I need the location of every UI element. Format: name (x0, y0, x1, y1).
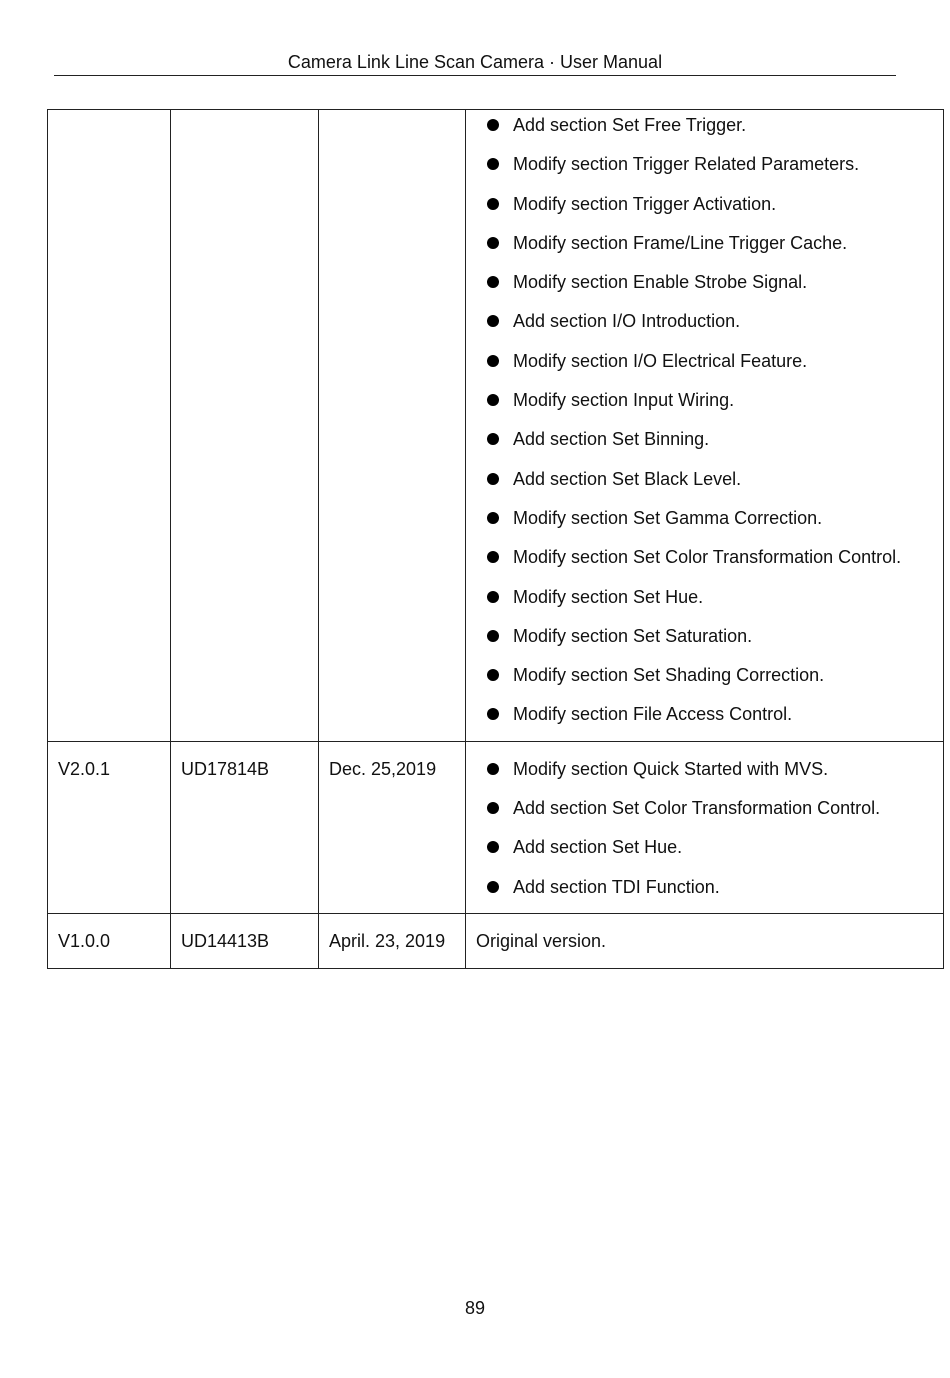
change-text: Add section Set Color Transformation Control. (513, 798, 881, 819)
description-cell: Original version. (466, 913, 944, 968)
bullet-icon (487, 158, 499, 170)
bullet-icon (487, 473, 499, 485)
change-text: Modify section Trigger Related Parameters. (513, 154, 860, 175)
change-list (476, 110, 933, 741)
date-cell: Dec. 25,2019 (319, 741, 466, 913)
version-cell: V1.0.0 (48, 913, 171, 968)
table-row (48, 741, 944, 913)
description-cell (466, 741, 944, 913)
table-row (48, 913, 944, 968)
page-number: 89 (464, 1298, 486, 1318)
change-text: Modify section Trigger Activation. (513, 193, 777, 214)
change-text: Add section Set Hue. (513, 837, 683, 858)
list-item (476, 348, 933, 387)
bullet-icon (487, 433, 499, 445)
change-text: Modify section Set Shading Correction. (513, 665, 825, 686)
list-item (476, 230, 933, 269)
list-item (476, 544, 933, 583)
bullet-icon (487, 591, 499, 603)
bullet-icon (487, 881, 499, 893)
change-text: Modify section File Access Control. (513, 704, 793, 725)
bullet-icon (487, 708, 499, 720)
bullet-icon (487, 276, 499, 288)
description-cell (466, 110, 944, 742)
change-text: Add section Set Black Level. (513, 468, 742, 489)
bullet-icon (487, 198, 499, 210)
change-text: Modify section Enable Strobe Signal. (513, 272, 808, 293)
bullet-icon (487, 630, 499, 642)
bullet-icon (487, 763, 499, 775)
bullet-icon (487, 512, 499, 524)
bullet-icon (487, 551, 499, 563)
doc-number-cell: UD17814B (171, 741, 319, 913)
bullet-icon (487, 237, 499, 249)
bullet-icon (487, 355, 499, 367)
revision-history-table (47, 109, 944, 969)
bullet-icon (487, 802, 499, 814)
list-item (476, 387, 933, 426)
bullet-icon (487, 315, 499, 327)
list-item (476, 112, 933, 151)
change-text: Modify section Set Hue. (513, 586, 704, 607)
list-item (476, 308, 933, 347)
manual-title: Camera Link Line Scan Camera · User Manual (287, 52, 663, 72)
page-header (54, 48, 896, 76)
change-text: Modify section I/O Electrical Feature. (513, 350, 808, 371)
bullet-icon (487, 669, 499, 681)
list-item (476, 834, 933, 873)
date-cell (319, 110, 466, 742)
doc-number-cell (171, 110, 319, 742)
list-item (476, 795, 933, 834)
list-item (476, 701, 933, 740)
list-item (476, 662, 933, 701)
table-row (48, 110, 944, 742)
list-item (476, 269, 933, 308)
change-text: Modify section Quick Started with MVS. (513, 758, 829, 779)
change-text: Modify section Input Wiring. (513, 390, 735, 411)
list-item (476, 466, 933, 505)
change-text: Add section TDI Function. (513, 876, 720, 897)
list-item (476, 584, 933, 623)
list-item (476, 756, 933, 795)
change-list (476, 756, 933, 913)
doc-number-cell: UD14413B (171, 913, 319, 968)
list-item (476, 426, 933, 465)
bullet-icon (487, 119, 499, 131)
list-item (476, 874, 933, 913)
change-text: Modify section Frame/Line Trigger Cache. (513, 232, 848, 253)
change-text: Modify section Set Gamma Correction. (513, 507, 823, 528)
list-item (476, 623, 933, 662)
change-text: Add section I/O Introduction. (513, 311, 741, 332)
list-item (476, 151, 933, 190)
change-text: Modify section Set Saturation. (513, 625, 753, 646)
change-text: Modify section Set Color Transformation Control. (513, 547, 902, 568)
version-cell: V2.0.1 (48, 741, 171, 913)
list-item (476, 505, 933, 544)
change-text: Add section Set Binning. (513, 429, 710, 450)
bullet-icon (487, 841, 499, 853)
date-cell: April. 23, 2019 (319, 913, 466, 968)
bullet-icon (487, 394, 499, 406)
list-item (476, 191, 933, 230)
version-cell (48, 110, 171, 742)
change-text: Add section Set Free Trigger. (513, 115, 747, 135)
